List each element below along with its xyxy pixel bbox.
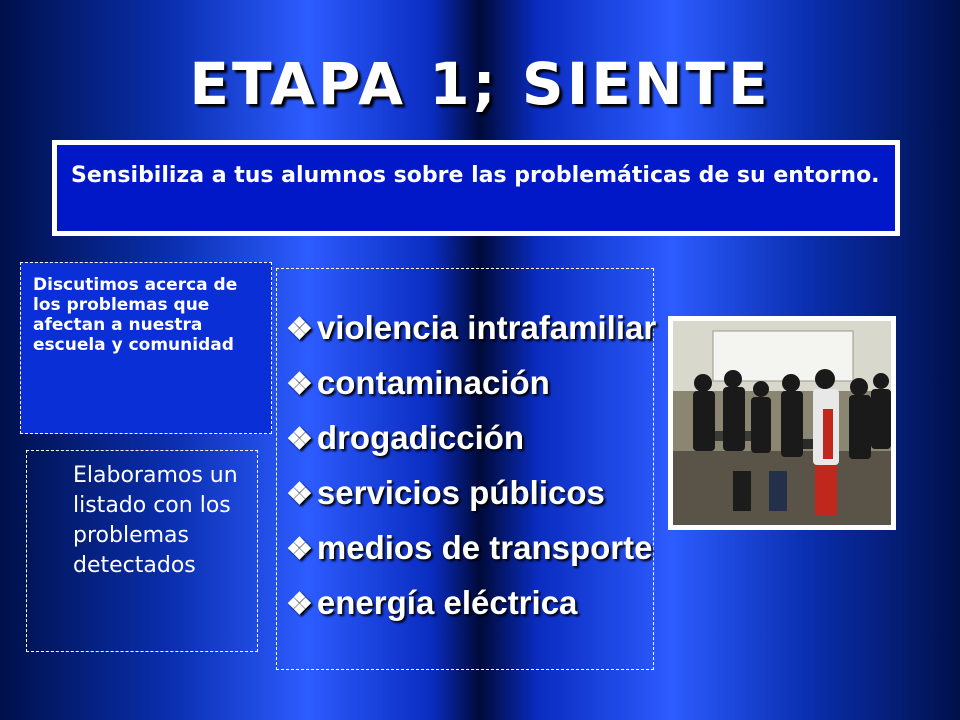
list-making-text: Elaboramos un listado con los problemas detectados (73, 463, 238, 578)
diamond-bullet-icon: ❖ (286, 533, 313, 566)
diamond-bullet-icon: ❖ (286, 478, 313, 511)
diamond-bullet-icon: ❖ (286, 423, 313, 456)
classroom-photo (668, 316, 896, 530)
classroom-photo-illustration (673, 321, 891, 525)
list-item: ❖ energía eléctrica (286, 584, 578, 621)
slide-title: ETAPA 1; SIENTE (189, 50, 771, 118)
subtitle-box (52, 140, 900, 236)
list-item: ❖ medios de transporte (286, 529, 653, 566)
list-making-box (26, 450, 258, 652)
list-item: ❖ violencia intrafamiliar (286, 309, 657, 346)
list-item: ❖ contaminación (286, 364, 550, 401)
discussion-text: Discutimos acerca de los problemas que afectan a nuestra escuela y comunidad (33, 275, 238, 355)
problems-list (286, 309, 666, 642)
diamond-bullet-icon: ❖ (286, 368, 313, 401)
list-item: ❖ drogadicción (286, 419, 525, 456)
diamond-bullet-icon: ❖ (286, 313, 313, 346)
subtitle-text: Sensibiliza a tus alumnos sobre las problemáticas de su entorno. (71, 163, 880, 188)
diamond-bullet-icon: ❖ (286, 588, 313, 621)
list-item: ❖ servicios públicos (286, 474, 605, 511)
discussion-box (20, 262, 272, 434)
